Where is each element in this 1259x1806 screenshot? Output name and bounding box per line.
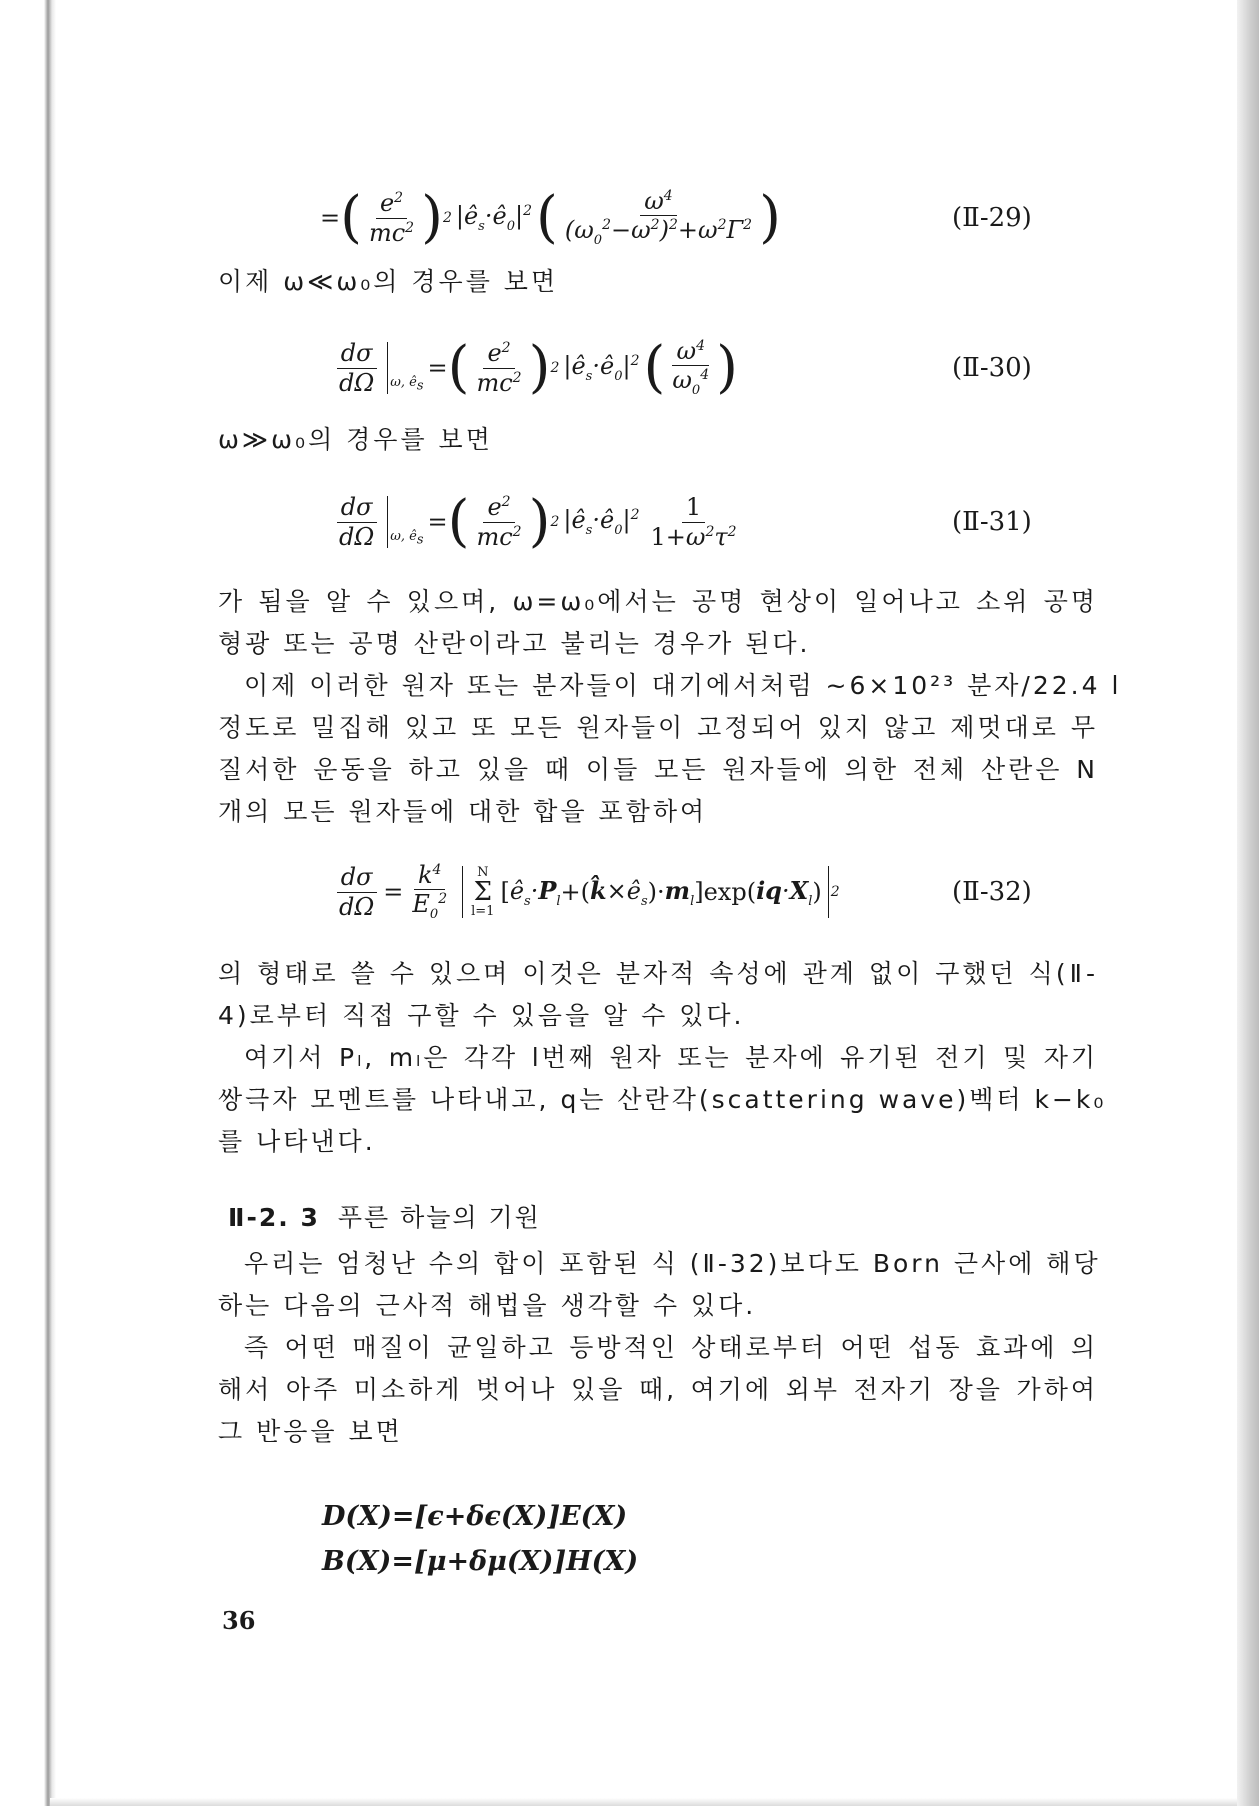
paragraph-6-line-3: 그 반응을 보면 xyxy=(218,1417,403,1446)
paragraph-1-line-2: 형광 또는 공명 산란이라고 불리는 경우가 된다. xyxy=(218,629,811,658)
equation-30-body: $\frac{d\sigma}{d\Omega}$ ω, ês = ( $\frac{e^2}{mc^2}$ ) 2 $|ê_s\cdot ê_0|^2$ ( $\frac{\omega^4}{\omega_0^4}$ ) xyxy=(332,328,738,408)
equation-32 xyxy=(0,852,1259,932)
equation-32-body: $\frac{d\sigma}{d\Omega}$ = $\frac{k^4}{E_0^2}$ N Σ l=1 [ $ê_s\cdot P_l$ +( $k̂\times ê_s$ )· $m_l$ ]exp( $iq\cdot X_l$ ) 2 xyxy=(332,852,840,932)
equation-32-number: (Ⅱ-32) xyxy=(952,877,1032,907)
paragraph-4-line-2: 쌍극자 모멘트를 나타내고, q는 산란각(scattering wave)벡터 k−k₀ xyxy=(218,1085,1107,1114)
equation-29-number: (Ⅱ-29) xyxy=(952,203,1032,233)
paragraph-4-line-1: 여기서 Pₗ, mₗ은 각각 l번째 원자 또는 분자에 유기된 전기 및 자기 xyxy=(244,1043,1098,1072)
paragraph-4-line-3: 를 나타낸다. xyxy=(218,1127,376,1156)
line-case-low: 이제 ω≪ω₀의 경우를 보면 xyxy=(218,267,559,296)
section-title: 푸른 하늘의 기원 xyxy=(337,1203,541,1232)
equation-b-field: B(X)=[μ+δμ(X)]H(X) xyxy=(322,1546,639,1577)
equation-30-number: (Ⅱ-30) xyxy=(952,353,1032,383)
paragraph-1-line-1: 가 됨을 알 수 있으며, ω=ω₀에서는 공명 현상이 일어나고 소위 공명 xyxy=(218,587,1098,616)
paragraph-5-line-1: 우리는 엄청난 수의 합이 포함된 식 (Ⅱ-32)보다도 Born 근사에 해당 xyxy=(244,1249,1101,1278)
paragraph-2-line-4: 개의 모든 원자들에 대한 합을 포함하여 xyxy=(218,797,708,826)
paragraph-3-line-1: 의 형태로 쓸 수 있으며 이것은 분자적 속성에 관계 없이 구했던 식(Ⅱ- xyxy=(218,959,1098,988)
equation-29 xyxy=(0,178,1259,258)
section-number: Ⅱ-2. 3 xyxy=(228,1203,320,1232)
section-heading xyxy=(228,1198,541,1238)
equation-30 xyxy=(0,328,1259,408)
equation-29-body: = ( $\frac{e^2}{mc^2}$ ) 2 $|ê_s\cdot ê_0|^2$ ( $\frac{\omega^4}{(\omega_0^2-\omega^2)^2+\omega^2\Gamma^2}$ ) xyxy=(320,185,781,250)
line-case-high: ω≫ω₀의 경우를 보면 xyxy=(218,425,493,454)
paragraph-5-line-2: 하는 다음의 근사적 해법을 생각할 수 있다. xyxy=(218,1291,757,1320)
paragraph-6-line-1: 즉 어떤 매질이 균일하고 등방적인 상태로부터 어떤 섭동 효과에 의 xyxy=(244,1333,1098,1362)
equation-31 xyxy=(0,482,1259,562)
equation-31-number: (Ⅱ-31) xyxy=(952,507,1032,537)
paragraph-6-line-2: 해서 아주 미소하게 벗어나 있을 때, 여기에 외부 전자기 장을 가하여 xyxy=(218,1375,1098,1404)
equation-31-body: $\frac{d\sigma}{d\Omega}$ ω, ês = ( $\frac{e^2}{mc^2}$ ) 2 $|ê_s\cdot ê_0|^2$ $\frac{1}{1+\omega^2\tau^2}$ xyxy=(332,482,744,562)
page-number: 36 xyxy=(222,1606,256,1635)
paragraph-2-line-1: 이제 이러한 원자 또는 분자들이 대기에서처럼 ~6×10²³ 분자/22.4 l xyxy=(244,671,1122,700)
equation-d-field: D(X)=[ϵ+δϵ(X)]E(X) xyxy=(322,1501,628,1532)
paragraph-3-line-2: 4)로부터 직접 구할 수 있음을 알 수 있다. xyxy=(218,1001,745,1030)
paragraph-2-line-2: 정도로 밀집해 있고 또 모든 원자들이 고정되어 있지 않고 제멋대로 무 xyxy=(218,713,1098,742)
paragraph-2-line-3: 질서한 운동을 하고 있을 때 이들 모든 원자들에 의한 전체 산란은 N xyxy=(218,755,1098,784)
